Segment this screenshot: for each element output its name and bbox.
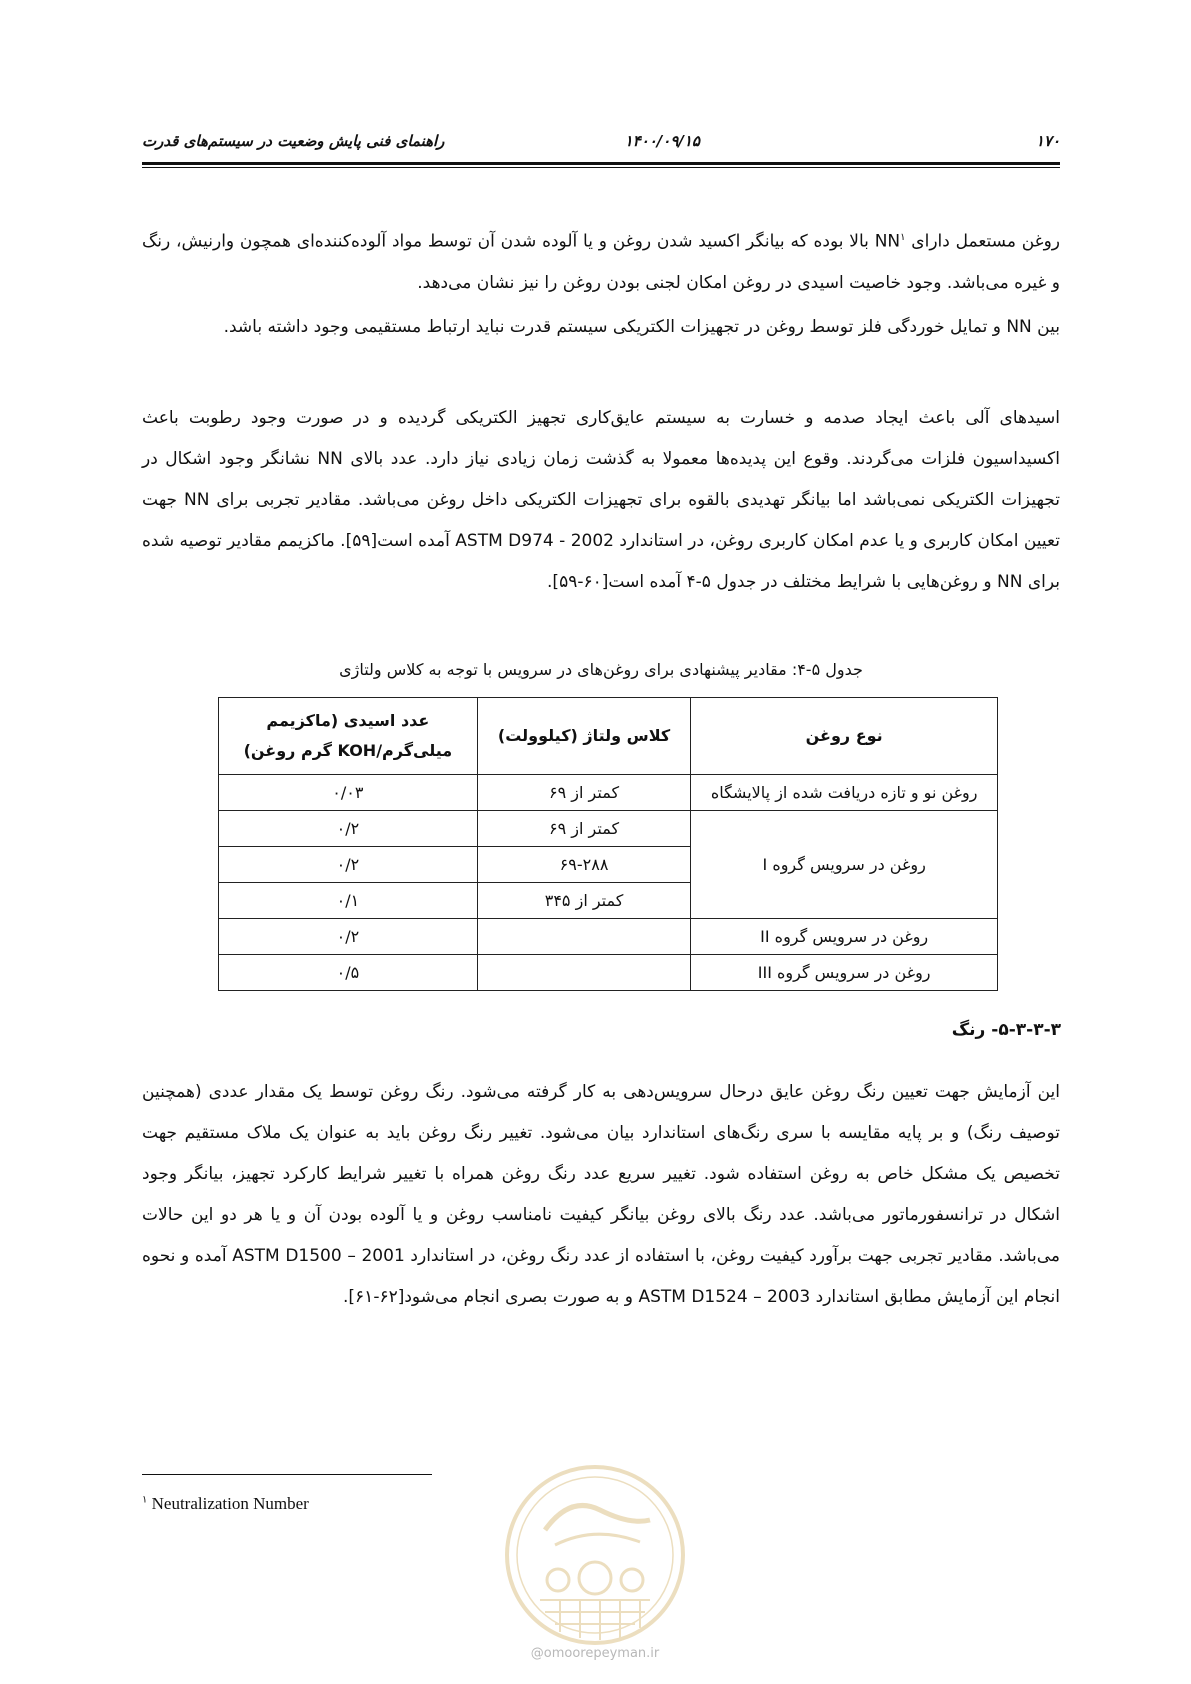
cell-acid: ۰/۲ [219, 811, 478, 847]
paragraph-1-start: روغن مستعمل دارای NN [874, 231, 1060, 252]
paragraph-2: بین NN و تمایل خوردگی فلز توسط روغن در تجهیزات الکتریکی سیستم قدرت نباید ارتباط مستقیمی وجود داشته باشد. [223, 317, 1060, 337]
table-row [219, 775, 998, 811]
acid-number-table [218, 697, 998, 991]
watermark-url: @omoorepeyman.ir [530, 1646, 660, 1661]
cell-oil-type: روغن در سرویس گروه I [691, 811, 998, 919]
table-row [219, 919, 998, 955]
footnote-text: Neutralization Number [147, 1494, 309, 1513]
cell-voltage [477, 919, 691, 955]
watermark-logo-icon [500, 1460, 690, 1670]
cell-acid: ۰/۵ [219, 955, 478, 991]
header-oil-type: نوع روغن [691, 698, 998, 775]
footnote-marker: ۱ [142, 1494, 148, 1506]
cell-acid: ۰/۲ [219, 919, 478, 955]
cell-acid: ۰/۰۳ [219, 775, 478, 811]
header-acid-line-2: میلی‌گرم/KOH گرم روغن) [243, 741, 453, 760]
table-row [219, 955, 998, 991]
paragraph-4: این آزمایش جهت تعیین رنگ روغن عایق درحال سرویس‌دهی به کار گرفته می‌شود. رنگ روغن توسط یک مقدار عددی (همچنین توصیف رنگ) و بر پایه مقایسه با سری رنگ‌های استاندارد بیان می‌شود. تغییر رنگ روغن باید به عنوان یک ملاک مستقیم جهت تخصیص یک مشکل خاص به روغن استفاده شود. تغییر سریع عدد رنگ روغن همراه با تغییر شرایط کارکرد تجهیز، بیانگر وجود اشکال در ترانسفورماتور می‌باشد. عدد رنگ بالای روغن بیانگر کیفیت نامناسب روغن و یا آلوده بودن آن و یا هر دو این حالات می‌باشد. مقادیر تجربی جهت برآورد کیفیت روغن، با استفاده از عدد رنگ روغن، در استاندارد ASTM D1500 – 2001 آمده و نحوه انجام این آزمایش مطابق استاندارد ASTM D1524 – 2003 و به صورت بصری انجام می‌شود[۶۲-۶۱]. [142, 1082, 1060, 1307]
header-rule-thin [142, 167, 1060, 168]
paragraph-3: اسیدهای آلی باعث ایجاد صدمه و خسارت به سیستم عایق‌کاری تجهیز الکتریکی گردیده و در صورت وجود رطوبت باعث اکسیداسیون فلزات می‌گردند. وقوع این پدیده‌ها معمولا به گذشت زمان زیادی نیاز دارد. عدد بالای NN نشانگر وجود اشکال در تجهیزات الکتریکی نمی‌باشد اما بیانگر تهدیدی بالقوه برای تجهیزات الکتریکی داخل روغن می‌باشد. مقادیر تجربی برای NN جهت تعیین امکان کاربری و یا عدم امکان کاربری روغن، در استاندارد ASTM D974 - 2002 آمده است[۵۹]. ماکزیمم مقادیر توصیه شده برای NN و روغن‌هایی با شرایط مختلف در جدول ۵-۴ آمده است[۶۰-۵۹]. [142, 408, 1060, 592]
cell-voltage: کمتر از ۳۴۵ [477, 883, 691, 919]
page-number: ۱۷۰ [1035, 132, 1060, 150]
cell-voltage: ۶۹-۲۸۸ [477, 847, 691, 883]
section-heading: ۵-۳-۳-۳- رنگ [951, 1020, 1061, 1040]
header-rule-thick [142, 162, 1060, 165]
cell-oil-type: روغن در سرویس گروه II [691, 919, 998, 955]
table-row [219, 811, 998, 847]
paragraph-1 [142, 217, 1060, 304]
cell-voltage: کمتر از ۶۹ [477, 811, 691, 847]
cell-acid: ۰/۱ [219, 883, 478, 919]
header-voltage-class: کلاس ولتاژ (کیلوولت) [477, 698, 691, 775]
header-acid-line-1: عدد اسیدی (ماکزیمم [266, 711, 430, 730]
header-title: راهنمای فنی پایش وضعیت در سیستم‌های قدرت [142, 132, 445, 150]
header-acid-number [219, 698, 478, 775]
footnote [142, 1494, 309, 1514]
cell-acid: ۰/۲ [219, 847, 478, 883]
page-header [142, 132, 1060, 156]
cell-voltage [477, 955, 691, 991]
table-header-row [219, 698, 998, 775]
footnote-ref: ۱ [900, 232, 906, 243]
cell-oil-type: روغن نو و تازه دریافت شده از پالایشگاه [691, 775, 998, 811]
table-caption: جدول ۵-۴: مقادیر پیشنهادی برای روغن‌های در سرویس با توجه به کلاس ولتاژی [339, 660, 863, 679]
header-date: ۱۴۰۰/۰۹/۱۵ [624, 132, 700, 150]
cell-oil-type: روغن در سرویس گروه III [691, 955, 998, 991]
paragraph-1-rest: بالا بوده که بیانگر اکسید شدن روغن و یا آلوده شدن آن توسط مواد آلوده‌کننده‌ای همچون وارنیش، رنگ و غیره می‌باشد. وجود خاصیت اسیدی در روغن امکان لجنی بودن روغن را نیز نشان می‌دهد. [142, 231, 1060, 293]
footnote-rule [142, 1474, 432, 1475]
cell-voltage: کمتر از ۶۹ [477, 775, 691, 811]
